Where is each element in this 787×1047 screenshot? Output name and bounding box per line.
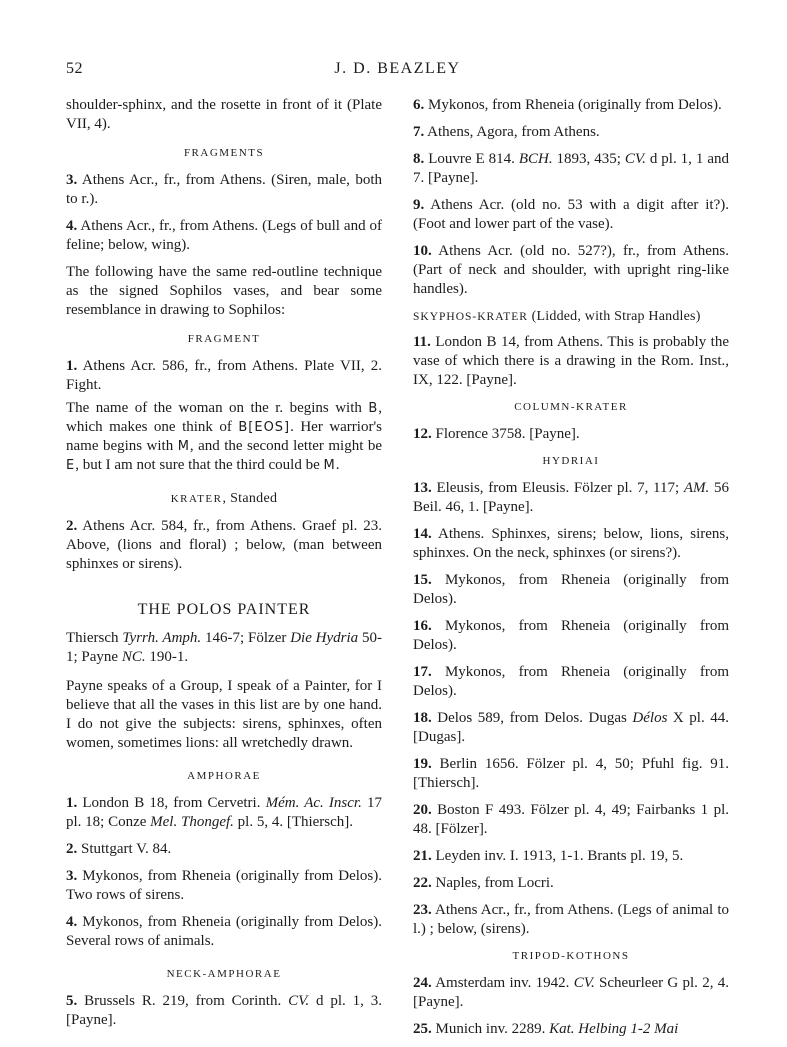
heading-tripod-kothons: TRIPOD-KOTHONS [512, 950, 630, 962]
entry-number: 3. [66, 868, 78, 884]
entry-number: 17. [413, 664, 432, 680]
inscription-glyph: B [368, 401, 379, 416]
entry-amphora-1 [66, 794, 382, 832]
entry-text: London B 18, from Cervetri. [77, 795, 266, 811]
entry-7 [413, 123, 729, 142]
heading-fragments: FRAGMENTS [183, 147, 265, 159]
entry-text: 56 Beil. 46, 1. [Payne]. [413, 480, 730, 515]
entry-text: London B 14, from Athens. This is probably the vase of which there is a drawing in the Rom. Inst., IX, 122. [Payne]. [413, 334, 729, 388]
entry-text: Mykonos, from Rheneia (originally from Delos). [413, 664, 729, 699]
entry-italic: CV. [288, 993, 310, 1009]
entry-text: Athens Acr. 584, fr., from Athens. Graef pl. 23. Above, (lions and floral) ; below, (man between sphinxes or sirens). [66, 518, 382, 572]
entry-text: Mykonos, from Rheneia (originally from Delos). [413, 572, 729, 607]
entry-text: Naples, from Locri. [431, 875, 554, 891]
entry-15 [413, 571, 729, 609]
entry-italic: Kat. Helbing 1-2 Mai [549, 1021, 679, 1037]
note-text: The name of the woman on the r. begins with [66, 400, 369, 416]
entry-italic: Délos [632, 710, 668, 726]
heading-fragment: FRAGMENT [187, 333, 261, 345]
entry-text: d pl. 1, 3. [Payne]. [66, 993, 382, 1028]
entry-number: 12. [413, 426, 432, 442]
heading-amphorae: AMPHORAE [187, 770, 261, 782]
entry-text: Stuttgart V. 84. [77, 841, 172, 857]
entry-number: 20. [413, 802, 432, 818]
entry-amphora-2 [66, 840, 382, 859]
heading-small-caps: SKYPHOS-KRATER [413, 311, 528, 323]
entry-text: Athens Acr., fr., from Athens. (Legs of bull and of feline; below, wing). [66, 218, 382, 253]
entry-number: 16. [413, 618, 432, 634]
entry-text: Berlin 1656. Fölzer pl. 4, 50; Pfuhl fig. 91. [Thiersch]. [413, 756, 729, 791]
entry-amphora-4 [66, 913, 382, 951]
entry-fragment-1 [66, 357, 382, 395]
heading-skyphos-krater [413, 307, 729, 327]
entry-number: 1. [66, 358, 78, 374]
entry-text: Brussels R. 219, from Corinth. [77, 993, 289, 1009]
entry-text: Athens Acr., fr., from Athens. (Siren, male, both to r.). [66, 172, 382, 207]
entry-neck-amphora-5 [66, 992, 382, 1030]
entry-17 [413, 663, 729, 701]
entry-text: Athens Acr. 586, fr., from Athens. Plate VII, 2. Fight. [66, 358, 382, 393]
entry-text: 1893, 435; [552, 151, 625, 167]
entry-number: 22. [413, 875, 432, 891]
section-title: THE POLOS PAINTER [137, 601, 311, 618]
entry-22 [413, 874, 729, 893]
entry-text: Mykonos, from Rheneia (originally from Delos). Two rows of sirens. [66, 868, 382, 903]
inscription-glyph: B[EOS] [238, 420, 291, 435]
entry-text: Mykonos, from Rheneia (originally from Delos). [413, 618, 729, 653]
entry-24 [413, 974, 729, 1012]
page-number: 52 [66, 60, 83, 77]
entry-text: Mykonos, from Rheneia (originally from Delos). Several rows of animals. [66, 914, 382, 949]
bibliography [66, 629, 382, 667]
entry-number: 11. [413, 334, 431, 350]
entry-text: X pl. 44. [Dugas]. [413, 710, 729, 745]
entry-text: Amsterdam inv. 1942. [431, 975, 574, 991]
entry-number: 5. [66, 993, 78, 1009]
heading-rest: (Lidded, with Strap Handles) [527, 309, 701, 324]
entry-text: Athens Acr. (old no. 53 with a digit after it?). (Foot and lower part of the vase). [413, 197, 729, 232]
entry-number: 13. [413, 480, 432, 496]
entry-6 [413, 96, 729, 115]
entry-number: 10. [413, 243, 432, 259]
entry-text: Boston F 493. Fölzer pl. 4, 49; Fairbanks 1 pl. 48. [Fölzer]. [413, 802, 729, 837]
heading-krater [66, 489, 382, 509]
entry-italic: CV. [624, 151, 646, 167]
heading-neck-amphorae: NECK-AMPHORAE [166, 968, 282, 980]
right-column [413, 96, 729, 1047]
note-text: . Her warrior's name begins with [66, 419, 382, 454]
paragraph-payne: Payne speaks of a Group, I speak of a Painter, for I believe that all the vases in this list are by one hand. I do not give the subjects: sirens, sphinxes, often women, sometimes lions: all wretchedly drawn. [66, 678, 382, 751]
inscription-glyph: E [66, 458, 76, 473]
inscription-glyph: M [177, 439, 190, 454]
entry-fragments-3 [66, 171, 382, 209]
entry-11 [413, 333, 729, 390]
entry-text: Louvre E 814. [424, 151, 519, 167]
entry-16 [413, 617, 729, 655]
heading-column-krater: COLUMN-KRATER [514, 401, 628, 413]
entry-text: Athens, Agora, from Athens. [424, 124, 600, 140]
entry-text: Leyden inv. I. 1913, 1-1. Brants pl. 19, 5. [431, 848, 684, 864]
biblio-italic: NC. [121, 649, 146, 665]
entry-number: 2. [66, 518, 78, 534]
biblio-text: 190-1. [145, 649, 189, 665]
entry-italic: AM. [683, 480, 710, 496]
entry-13 [413, 479, 729, 517]
note-text: . [335, 457, 340, 473]
entry-number: 4. [66, 914, 78, 930]
entry-text: Mykonos, from Rheneia (originally from Delos). [424, 97, 722, 113]
entry-text: Athens Acr., fr., from Athens. (Legs of animal to l.) ; below, (sirens). [413, 902, 729, 937]
note-text: , but I am not sure that the third could be [75, 457, 324, 473]
entry-number: 4. [66, 218, 78, 234]
entry-number: 2. [66, 841, 78, 857]
paragraph-red-outline: The following have the same red-outline technique as the signed Sophilos vases, and bear some resemblance in drawing to Sophilos: [66, 264, 382, 318]
entry-italic: Mém. Ac. Inscr. [265, 795, 362, 811]
entry-text: pl. 5, 4. [Thiersch]. [233, 814, 354, 830]
entry-amphora-3 [66, 867, 382, 905]
entry-25 [413, 1020, 729, 1039]
entry-krater-2 [66, 517, 382, 574]
entry-number: 19. [413, 756, 432, 772]
entry-number: 25. [413, 1021, 432, 1037]
entry-number: 21. [413, 848, 432, 864]
running-head: J. D. BEAZLEY [334, 60, 461, 77]
entry-number: 8. [413, 151, 425, 167]
entry-number: 6. [413, 97, 425, 113]
entry-text: Eleusis, from Eleusis. Fölzer pl. 7, 117; [431, 480, 684, 496]
entry-text: Athens Acr. (old no. 527?), fr., from Athens. (Part of neck and shoulder, with upright ring-like handles). [413, 243, 729, 297]
entry-number: 23. [413, 902, 432, 918]
entry-text: Delos 589, from Delos. Dugas [431, 710, 633, 726]
heading-small-caps: KRATER [170, 493, 223, 505]
heading-hydriai: HYDRIAI [542, 455, 600, 467]
entry-number: 18. [413, 710, 432, 726]
entry-fragments-4 [66, 217, 382, 255]
entry-23 [413, 901, 729, 939]
entry-21 [413, 847, 729, 866]
biblio-text: 146-7; Fölzer [201, 630, 291, 646]
biblio-text: Thiersch [66, 630, 123, 646]
entry-number: 7. [413, 124, 425, 140]
left-column [66, 96, 382, 1038]
inscription-glyph: M [323, 458, 336, 473]
note-text: , which makes one think of [66, 400, 382, 435]
note-text: , and the second letter might be [189, 438, 382, 454]
entry-9 [413, 196, 729, 234]
entry-number: 3. [66, 172, 78, 188]
biblio-italic: Tyrrh. Amph. [122, 630, 202, 646]
entry-number: 15. [413, 572, 432, 588]
entry-19 [413, 755, 729, 793]
entry-number: 24. [413, 975, 432, 991]
entry-text: Munich inv. 2289. [431, 1021, 550, 1037]
entry-italic: Mel. Thongef. [150, 814, 234, 830]
entry-8 [413, 150, 729, 188]
heading-rest: , Standed [222, 491, 278, 506]
intro-text: shoulder-sphinx, and the rosette in front of it (Plate VII, 4). [66, 97, 382, 132]
biblio-italic: Die Hydria [290, 630, 359, 646]
entry-10 [413, 242, 729, 299]
entry-text: Scheurleer G pl. 2, 4. [Payne]. [413, 975, 729, 1010]
entry-number: 14. [413, 526, 432, 542]
entry-18 [413, 709, 729, 747]
entry-20 [413, 801, 729, 839]
entry-14 [413, 525, 729, 563]
inscription-note [66, 399, 382, 475]
entry-number: 9. [413, 197, 425, 213]
entry-text: d pl. 1, 1 and 7. [Payne]. [413, 151, 730, 186]
entry-text: Florence 3758. [Payne]. [431, 426, 580, 442]
entry-italic: BCH. [518, 151, 553, 167]
entry-text: 17 pl. 18; Conze [66, 795, 383, 830]
biblio-text: 50-1; Payne [66, 630, 383, 665]
entry-number: 1. [66, 795, 78, 811]
entry-12 [413, 425, 729, 444]
entry-italic: CV. [573, 975, 595, 991]
entry-text: Athens. Sphinxes, sirens; below, lions, sirens, sphinxes. On the neck, sphinxes (or sirens?). [413, 526, 729, 561]
